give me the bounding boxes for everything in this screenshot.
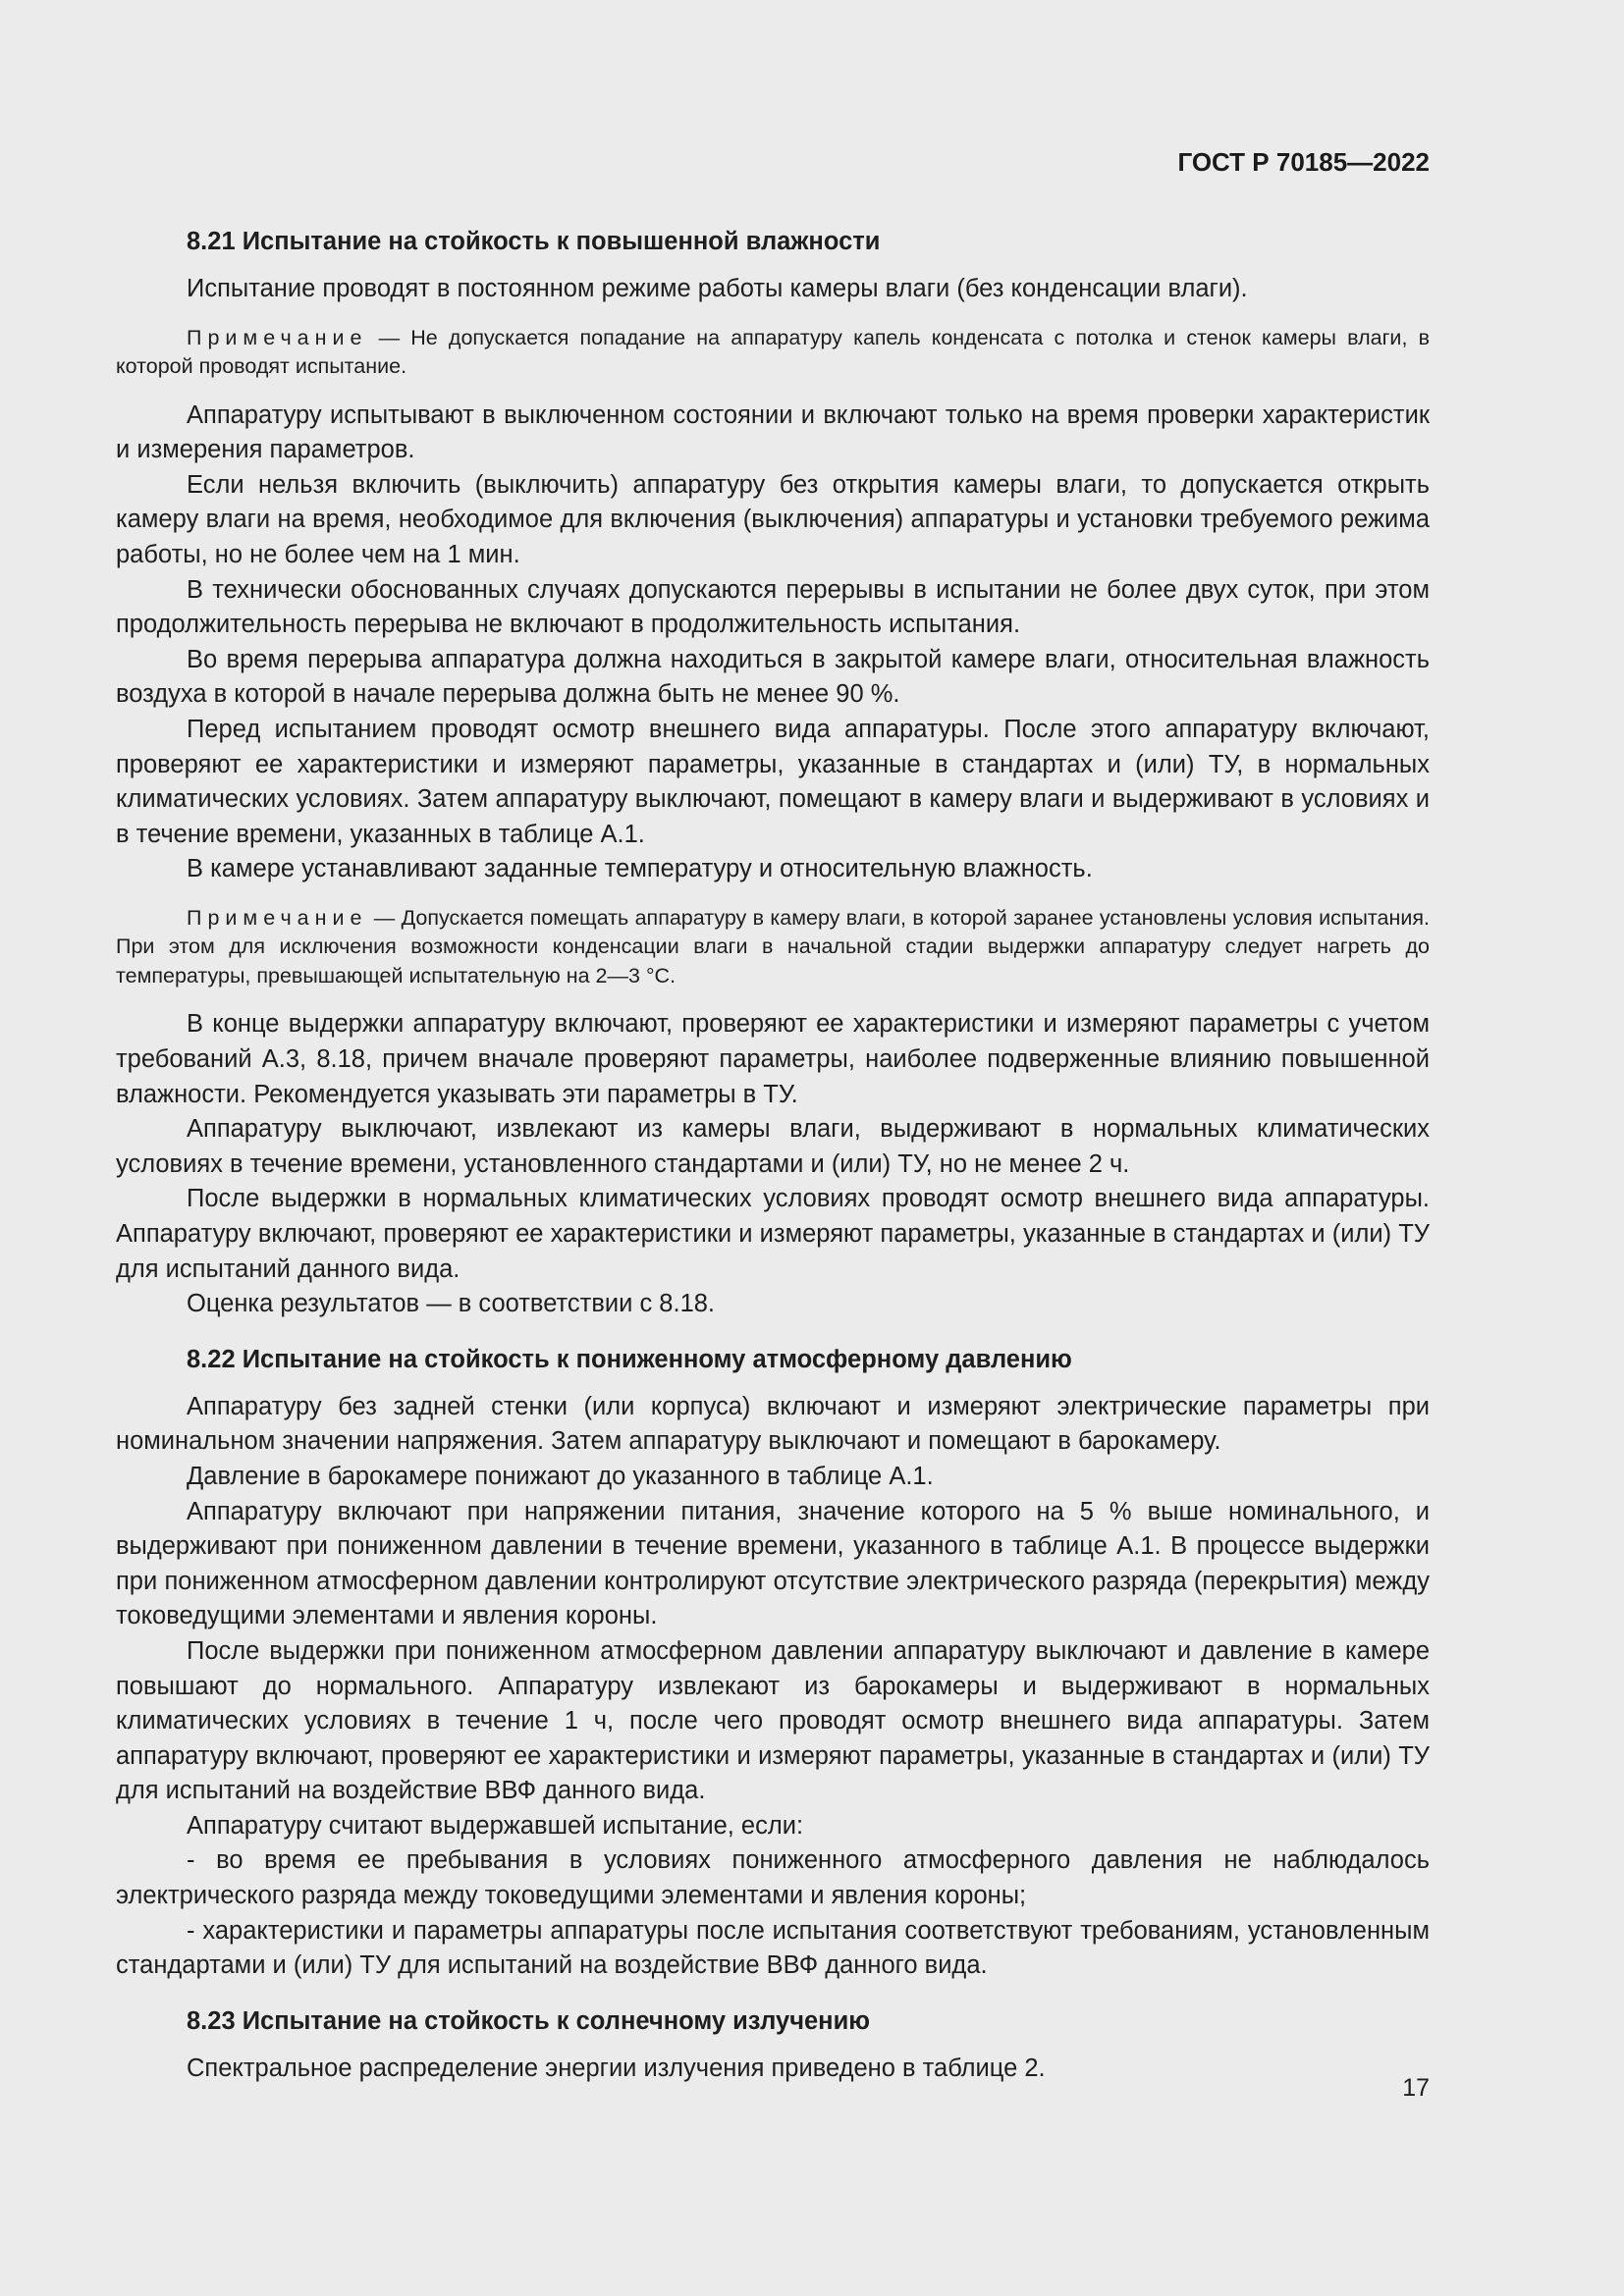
paragraph: Во время перерыва аппаратура должна находиться в закрытой камере влаги, относительная влажность воздуха в которой в начале перерыва должна быть не менее 90 %. xyxy=(116,645,1430,709)
note xyxy=(116,324,1430,382)
paragraph: Аппаратуру выключают, извлекают из камеры влаги, выдерживают в нормальных климатических условиях в течение времени, установленного стандартами и (или) ТУ, но не менее 2 ч. xyxy=(116,1115,1430,1178)
section-heading-8-23: 8.23 Испытание на стойкость к солнечному излучению xyxy=(187,2006,871,2035)
note-label: Примечание xyxy=(187,325,368,349)
list-item: - характеристики и параметры аппаратуры после испытания соответствуют требованиям, установленным стандартами и (или) ТУ для испытаний на воздействие ВВФ данного вида. xyxy=(116,1916,1430,1980)
paragraph: Давление в барокамере понижают до указанного в таблице А.1. xyxy=(187,1462,934,1490)
paragraph: Перед испытанием проводят осмотр внешнего вида аппаратуры. После этого аппаратуру включают, проверяют ее характеристики и измеряют параметры, указанные в стандартах и (или) ТУ, в нормальных климатических условиях. Затем аппаратуру выключают, помещают в камеру влаги и выдерживают в условиях и в течение времени, указанных в таблице А.1. xyxy=(116,715,1430,848)
paragraph: После выдержки при пониженном атмосферном давлении аппаратуру выключают и давление в камере повышают до нормального. Аппаратуру извлекают из барокамеры и выдерживают в нормальных климатических условиях в течение 1 ч, после чего проводят осмотр внешнего вида аппаратуры. Затем аппаратуру включают, проверяют ее характеристики и измеряют параметры, указанные в стандартах и (или) ТУ для испытаний на воздействие ВВФ данного вида. xyxy=(116,1636,1430,1805)
paragraph: Аппаратуру включают при напряжении питания, значение которого на 5 % выше номинального, и выдерживают при пониженном давлении в течение времени, указанного в таблице А.1. В процессе выдержки при пониженном атмосферном давлении контролируют отсутствие электрического разряда (перекрытия) между токоведущими элементами и явления короны. xyxy=(116,1497,1430,1630)
note-text: — Не допускается попадание на аппаратуру капель конденсата с потолка и стенок камеры влаги, в которой проводят испытание. xyxy=(116,325,1430,379)
list-item: - во время ее пребывания в условиях пониженного атмосферного давления не наблюдалось электрического разряда между токоведущими элементами и явления короны; xyxy=(116,1846,1430,1910)
paragraph: В камере устанавливают заданные температуру и относительную влажность. xyxy=(187,855,1093,883)
paragraph: Если нельзя включить (выключить) аппаратуру без открытия камеры влаги, то допускается открыть камеру влаги на время, необходимое для включения (выключения) аппаратуры и установки требуемого режима работы, но не более чем на 1 мин. xyxy=(116,470,1430,568)
section-heading-8-21: 8.21 Испытание на стойкость к повышенной влажности xyxy=(187,228,881,255)
paragraph: Аппаратуру считают выдержавшей испытание, если: xyxy=(187,1811,804,1840)
paragraph: Аппаратуру без задней стенки (или корпуса) включают и измеряют электрические параметры при номинальном значении напряжения. Затем аппаратуру выключают и помещают в барокамеру. xyxy=(116,1392,1430,1456)
paragraph: В технически обоснованных случаях допускаются перерывы в испытании не более двух суток, при этом продолжительность перерыва не включают в продолжительность испытания. xyxy=(116,575,1430,639)
paragraph: После выдержки в нормальных климатических условиях проводят осмотр внешнего вида аппаратуры. Аппаратуру включают, проверяют ее характеристики и измеряют параметры, указанные в стандартах и (или) ТУ для испытаний данного вида. xyxy=(116,1185,1430,1283)
paragraph: Оценка результатов — в соответствии с 8.18. xyxy=(187,1290,716,1318)
paragraph: В конце выдержки аппаратуру включают, проверяют ее характеристики и измеряют параметры с учетом требований А.3, 8.18, причем вначале проверяют параметры, наиболее подверженные влиянию повышенной влажности. Рекомендуется указывать эти параметры в ТУ. xyxy=(116,1010,1430,1108)
page-number: 17 xyxy=(1402,2074,1430,2102)
paragraph: Испытание проводят в постоянном режиме работы камеры влаги (без конденсации влаги). xyxy=(187,275,1248,302)
note xyxy=(116,904,1430,991)
paragraph: Аппаратуру испытывают в выключенном состоянии и включают только на время проверки характеристик и измерения параметров. xyxy=(116,400,1430,464)
note-text: — Допускается помещать аппаратуру в камеру влаги, в которой заранее установлены условия испытания. При этом для исключения возможности конденсации влаги в начальной стадии выдержки аппаратуру следует нагреть до температуры, превышающей испытательную на 2—3 °С. xyxy=(116,905,1430,988)
document-id-header: ГОСТ Р 70185—2022 xyxy=(1177,147,1430,177)
note-label: Примечание xyxy=(187,905,368,930)
page-content xyxy=(116,224,1430,2086)
section-heading-8-22: 8.22 Испытание на стойкость к пониженному атмосферному давлению xyxy=(187,1345,1072,1373)
paragraph: Спектральное распределение энергии излучения приведено в таблице 2. xyxy=(187,2054,1046,2082)
